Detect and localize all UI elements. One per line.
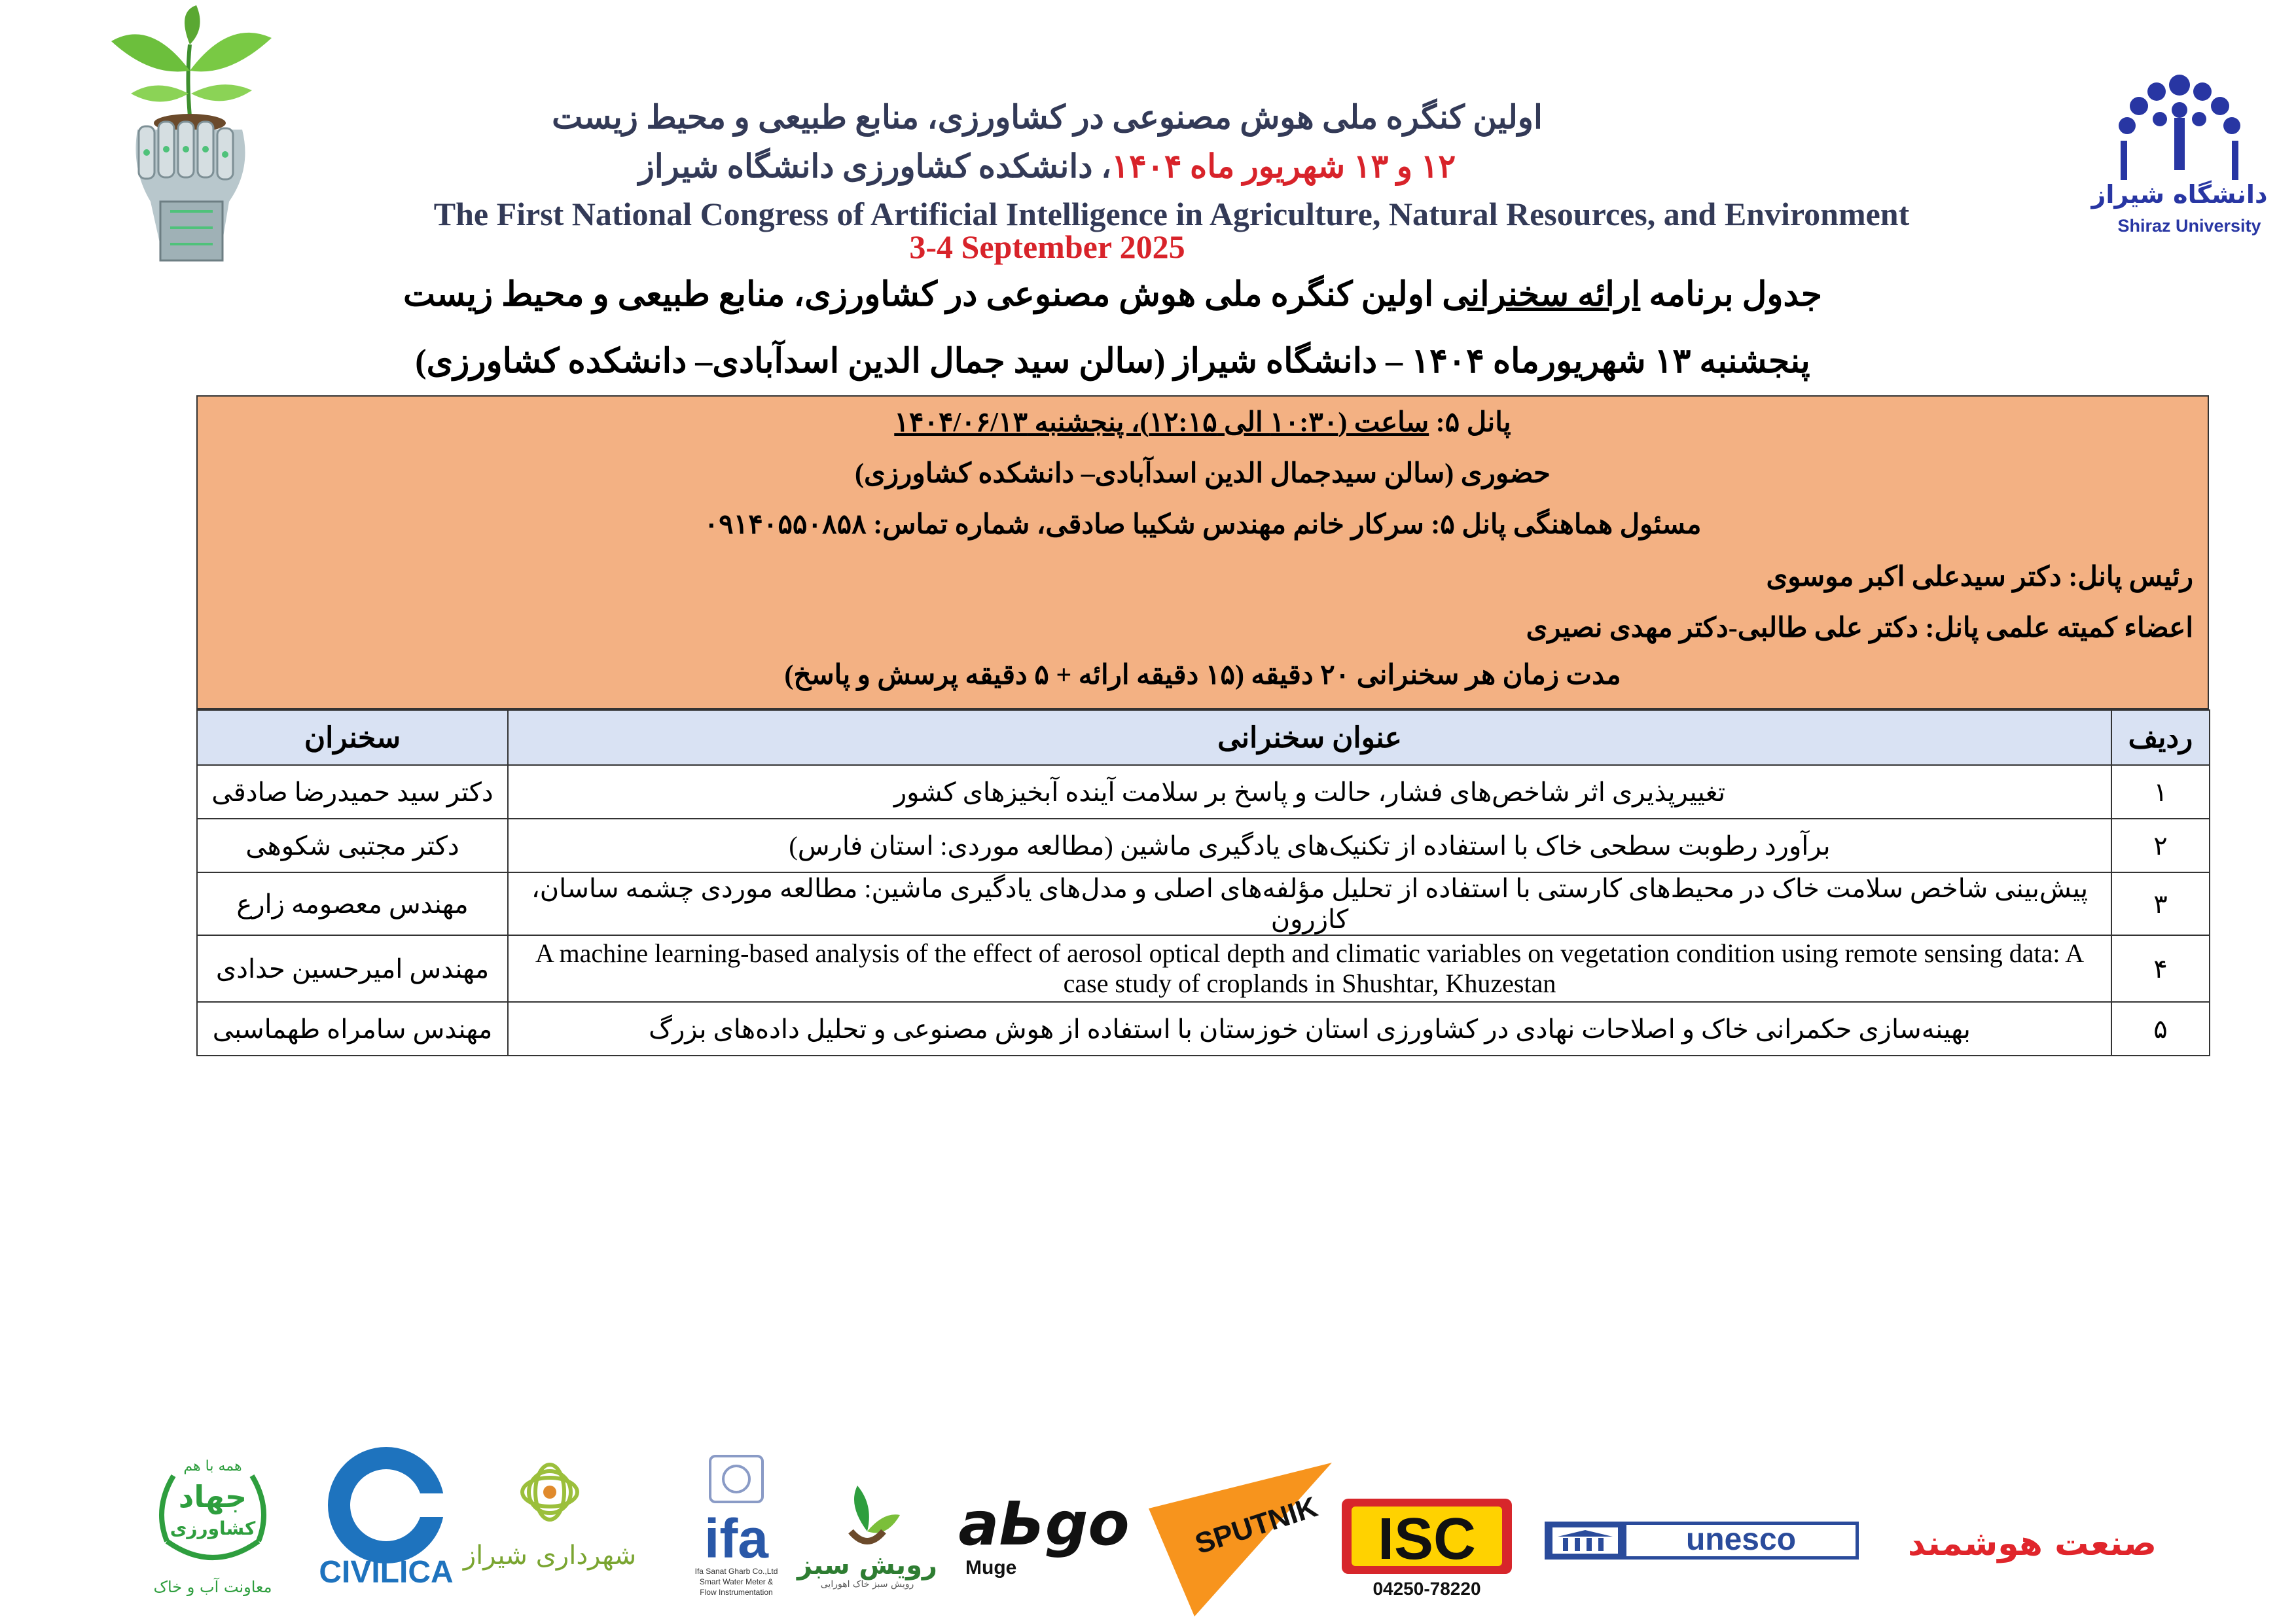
program-prefix: جدول برنامه [1649,276,1822,313]
panel-committee: اعضاء کمیته علمی پانل: دکتر علی طالبی-دکتر مهدی نصیری [1526,613,2193,643]
row-number: ۱ [2111,765,2210,819]
talk-duration: مدت زمان هر سخنرانی ۲۰ دقیقه (۱۵ دقیقه ارائه + ۵ دقیقه پرسش و پاسخ) [784,660,1621,690]
row-number: ۳ [2111,872,2210,935]
table-row [197,872,2210,935]
header-speaker: سخنران [197,710,508,765]
svg-text:ifa: ifa [704,1508,769,1569]
shiraz-municipality-logo [463,1456,637,1587]
speaker-name: مهندس امیرحسین حدادی [197,935,508,1002]
svg-text:Muge: Muge [965,1557,1017,1578]
talk-title: بهینه‌سازی حکمرانی خاک و اصلاحات نهادی در کشاورزی استان خوزستان با استفاده از هوش مصنوعی و تحلیل داده‌های بزرگ [508,1002,2111,1056]
svg-text:همه با هم: همه با هم [183,1458,242,1474]
speaker-name: دکتر مجتبی شکوهی [197,819,508,872]
rooyesh-sabz-logo [797,1479,937,1590]
congress-logo [92,5,288,262]
congress-title-en: The First National Congress of Artificial Intelligence in Agriculture, Natural Resources, and Environment [433,196,1910,232]
sanat-hooshmand-logo [1882,1517,2183,1569]
day-venue-line: پنجشنبه ۱۳ شهریورماه ۱۴۰۴ – دانشگاه شیراز (سالن سید جمال الدین اسدآبادی– دانشکده کشاورزی) [415,343,1810,380]
panel-time: ساعت (۱۰:۳۰ الی ۱۲:۱۵)، پنجشنبه ۱۴۰۴/۰۶/۱۳ [894,408,1429,438]
ifa-logo [681,1450,792,1607]
civilica-logo [298,1453,475,1590]
panel-info-box [196,395,2209,709]
svg-text:ISC: ISC [1377,1507,1477,1572]
svg-text:رویش سبز خاک اهورایی: رویش سبز خاک اهورایی [820,1579,914,1590]
talk-title: تغییرپذیری اثر شاخص‌های فشار، حالت و پاسخ بر سلامت آینده آبخیزهای کشور [508,765,2111,819]
table-row [197,935,2210,1002]
sputnik-logo [1142,1456,1338,1620]
header-row-number: ردیف [2111,710,2210,765]
congress-date-en: 3-4 September 2025 [909,228,1185,265]
speaker-name: مهندس سامراه طهماسبی [197,1002,508,1056]
svg-text:معاونت آب و خاک: معاونت آب و خاک [153,1578,272,1596]
svg-text:جهاد: جهاد [178,1479,247,1514]
svg-text:کشاورزی: کشاورزی [170,1518,256,1539]
congress-title-fa: اولین کنگره ملی هوش مصنوعی در کشاورزی، منابع طبیعی و محیط زیست [552,99,1543,135]
svg-text:CIVILICA: CIVILICA [319,1555,454,1590]
table-header-row [197,710,2210,765]
shiraz-university-caption: Shiraz University [2117,216,2261,236]
svg-text:رویش سبز: رویش سبز [797,1550,937,1580]
svg-text:شهرداری شیراز: شهرداری شیراز [463,1541,637,1571]
svg-text:SPUTNIK: SPUTNIK [1191,1490,1321,1561]
table-row [197,1002,2210,1056]
muge-logo [952,1486,1136,1584]
svg-text:صنعت هوشمند: صنعت هوشمند [1908,1524,2157,1563]
svg-text:Ifa Sanat Gharb Co.,Ltd: Ifa Sanat Gharb Co.,Ltd [694,1567,778,1576]
row-number: ۴ [2111,935,2210,1002]
jahad-keshavarzi-logo [147,1443,278,1600]
svg-text:aЬgo: aЬgo [958,1489,1130,1559]
svg-text:unesco: unesco [1685,1522,1797,1557]
talk-title: برآورد رطوبت سطحی خاک با استفاده از تکنیک‌های یادگیری ماشین (مطالعه موردی: استان فارس) [508,819,2111,872]
talk-title: پیش‌بینی شاخص سلامت خاک در محیط‌های کارستی با استفاده از تحلیل مؤلفه‌های اصلی و مدل‌های یادگیری ماشین: مطالعه موردی چشمه ساسان، کازرون [508,872,2111,935]
table-row [197,765,2210,819]
panel-chair: رئیس پانل: دکتر سیدعلی اکبر موسوی [1766,562,2193,592]
panel-number: پانل ۵: [1429,408,1511,438]
header-talk-title: عنوان سخنرانی [508,710,2111,765]
program-suffix: اولین کنگره ملی هوش مصنوعی در کشاورزی، منابع طبیعی و محیط زیست [403,276,1434,313]
row-number: ۲ [2111,819,2210,872]
svg-text:Smart Water Meter &: Smart Water Meter & [699,1577,774,1586]
svg-text:04250-78220: 04250-78220 [1372,1578,1481,1599]
congress-venue-fa: ، دانشکده کشاورزی دانشگاه شیراز [638,148,1112,185]
row-number: ۵ [2111,1002,2210,1056]
program-type: ارائه سخنرانی [1442,276,1641,313]
panel-time-line [198,406,2208,438]
congress-date-fa: ۱۲ و ۱۳ شهریور ماه ۱۴۰۴ [1111,148,1456,185]
schedule-table [196,709,2210,1056]
speaker-name: دکتر سید حمیدرضا صادقی [197,765,508,819]
unesco-logo [1545,1518,1859,1564]
table-row [197,819,2210,872]
shiraz-calligraphy: دانشگاه شیراز [2091,180,2268,209]
speaker-name: مهندس معصومه زارع [197,872,508,935]
program-heading [393,275,1833,314]
svg-text:Flow Instrumentation: Flow Instrumentation [700,1588,773,1597]
panel-venue: حضوری (سالن سیدجمال الدین اسدآبادی– دانشکده کشاورزی) [854,459,1551,489]
talk-title: A machine learning-based analysis of the effect of aerosol optical depth and climatic variables on vegetation condition using remote sensing data: A case study of croplands in Shushtar, Khuzestan [508,935,2111,1002]
congress-date-venue-fa [524,147,1571,185]
isc-logo [1338,1495,1515,1600]
panel-coordinator: مسئول هماهنگی پانل ۵: سرکار خانم مهندس شکیبا صادقی، شماره تماس: ۰۹۱۴۰۵۵۰۸۵۸ [704,510,1702,540]
